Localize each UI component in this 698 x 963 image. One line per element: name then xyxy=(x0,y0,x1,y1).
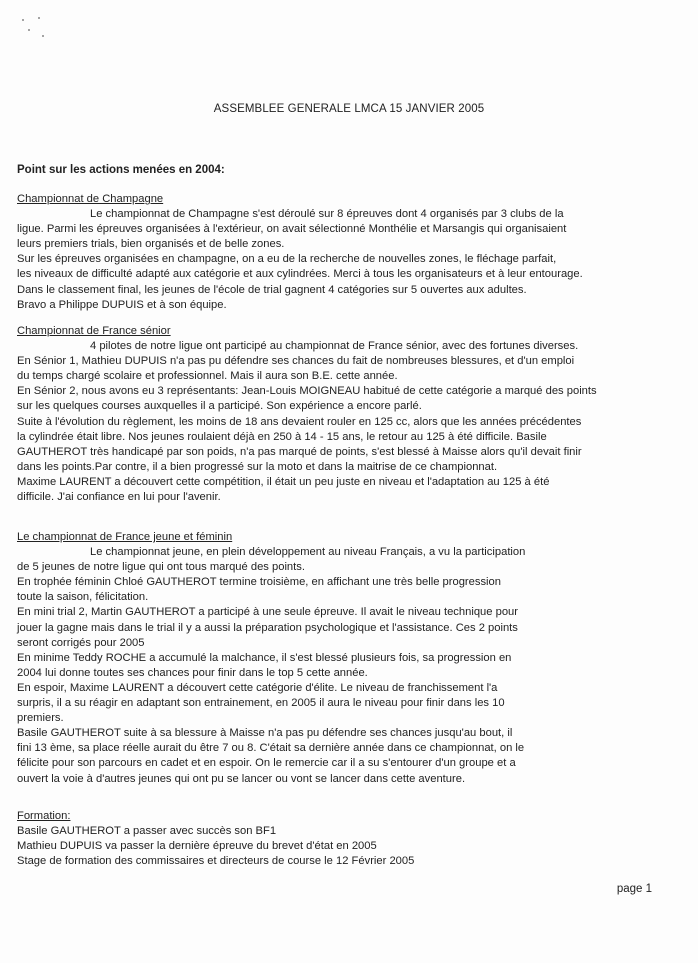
paragraph-line: sur les quelques courses auxquelles il a participé. Son expérience a encore parlé. xyxy=(17,400,422,413)
paragraph-line: seront corrigés pour 2005 xyxy=(17,636,145,649)
section-title: Formation: xyxy=(17,810,71,822)
paragraph-line: 2004 lui donne toutes ses chances pour finir dans le top 5 cette année. xyxy=(17,666,368,679)
paragraph-line: du temps chargé scolaire et professionnel. Mais il aura son B.E. cette année. xyxy=(17,370,398,383)
paragraph-line: En trophée féminin Chloé GAUTHEROT termine troisième, en affichant une très belle progression xyxy=(17,576,501,589)
paragraph-line: Le championnat de Champagne s'est déroulé sur 8 épreuves dont 4 organisés par 3 clubs de la xyxy=(90,208,564,221)
paragraph-line: Le championnat jeune, en plein développement au niveau Français, a vu la participation xyxy=(90,546,526,559)
paragraph-line: toute la saison, félicitation. xyxy=(17,591,149,604)
paragraph-line: la cylindrée était libre. Nos jeunes roulaient déjà en 250 à 14 - 15 ans, le retour au 125 à été difficile. Basile xyxy=(17,430,547,443)
paragraph-line: Maxime LAURENT a découvert cette compétition, il était un peu juste en niveau et l'adaptation au 125 à été xyxy=(17,475,550,488)
section-title: Le championnat de France jeune et féminin xyxy=(17,531,233,543)
paragraph-line: Stage de formation des commissaires et directeurs de course le 12 Février 2005 xyxy=(17,855,415,868)
paragraph-line: En minime Teddy ROCHE a accumulé la malchance, il s'est blessé plusieurs fois, sa progression en xyxy=(17,651,512,664)
paragraph-line: ouvert la voie à d'autres jeunes qui ont pu se lancer ou vont se lancer dans cette aventure. xyxy=(17,772,466,785)
section-title: Championnat de France sénior xyxy=(17,325,171,337)
paragraph-line: difficile. J'ai confiance en lui pour l'avenir. xyxy=(17,491,221,504)
paragraph-line: Basile GAUTHEROT suite à sa blessure à Maisse n'a pas pu défendre ses chances jusqu'au bout, il xyxy=(17,727,513,740)
section-title: Championnat de Champagne xyxy=(17,193,164,205)
section-champagne xyxy=(17,192,682,313)
paragraph-line: leurs premiers trials, bien organisés et de belle zones. xyxy=(17,238,285,251)
paragraph-line: Bravo a Philippe DUPUIS et à son équipe. xyxy=(17,298,227,311)
paragraph-line: félicite pour son parcours en cadet et en espoir. On le remercie car il a su s'entourer d'un groupe et a xyxy=(17,757,516,770)
section-formation xyxy=(17,809,682,869)
paragraph-line: surpris, il a su réagir en adaptant son entrainement, en 2005 il aura le niveau pour finir dans les 10 xyxy=(17,697,505,710)
document-title: ASSEMBLEE GENERALE LMCA 15 JANVIER 2005 xyxy=(213,103,485,115)
paragraph-line: fini 13 ème, sa place réelle aurait du être 7 ou 8. C'était sa dernière année dans ce championnat, on le xyxy=(17,742,525,755)
scan-speck xyxy=(42,35,44,37)
paragraph-line: jouer la gagne mais dans le trial il y a aussi la préparation psychologique et l'assistance. Ces 2 points xyxy=(17,621,518,634)
paragraph-line: ligue. Parmi les épreuves organisées à l'extérieur, on avait sélectionné Monthélie et Marsangis qui organisaient xyxy=(17,223,567,236)
paragraph-line: premiers. xyxy=(17,712,64,725)
paragraph-line: En espoir, Maxime LAURENT a découvert cette catégorie d'élite. Le niveau de franchissement l'a xyxy=(17,681,498,694)
paragraph-line: En Sénior 1, Mathieu DUPUIS n'a pas pu défendre ses chances du fait de nombreuses blessures, et d'un emploi xyxy=(17,355,575,368)
scan-speck xyxy=(28,29,30,31)
paragraph-line: dans les points.Par contre, il a bien progressé sur la moto et dans la maitrise de ce championnat. xyxy=(17,460,498,473)
paragraph-line: Dans le classement final, les jeunes de l'école de trial gagnent 4 catégories sur 5 ouvertes aux adultes. xyxy=(17,283,527,296)
paragraph-line: Mathieu DUPUIS va passer la dernière épreuve du brevet d'état en 2005 xyxy=(17,840,377,853)
paragraph-line: Basile GAUTHEROT a passer avec succès son BF1 xyxy=(17,825,277,838)
scan-speck xyxy=(38,17,40,19)
paragraph-line: GAUTHEROT très handicapé par son poids, n'a pas marqué de points, s'est blessé à Maisse alors qu'il devait finir xyxy=(17,445,582,458)
paragraph-line: Suite à l'évolution du règlement, les moins de 18 ans devaient rouler en 125 cc, alors que les années précédentes xyxy=(17,415,582,428)
paragraph-line: de 5 jeunes de notre ligue qui ont tous marqué des points. xyxy=(17,561,305,574)
paragraph-line: les niveaux de difficulté adapté aux catégorie et aux cylindrées. Merci à tous les organisateurs et à leur entourage. xyxy=(17,268,583,281)
section-france-jeune-feminin xyxy=(17,530,682,787)
paragraph-line: En mini trial 2, Martin GAUTHEROT a participé à une seule épreuve. Il avait le niveau technique pour xyxy=(17,606,518,619)
paragraph-line: En Sénior 2, nous avons eu 3 représentants: Jean-Louis MOIGNEAU habitué de cette catégorie a marqué des points xyxy=(17,385,597,398)
paragraph-line: 4 pilotes de notre ligue ont participé au championnat de France sénior, avec des fortunes diverses. xyxy=(90,340,579,353)
section-france-senior xyxy=(17,324,682,505)
page-number: page 1 xyxy=(616,883,652,895)
section-heading: Point sur les actions menées en 2004: xyxy=(17,164,225,176)
paragraph-line: Sur les épreuves organisées en champagne, on a eu de la recherche de nouvelles zones, le fléchage parfait, xyxy=(17,253,557,266)
scan-speck xyxy=(22,19,24,21)
